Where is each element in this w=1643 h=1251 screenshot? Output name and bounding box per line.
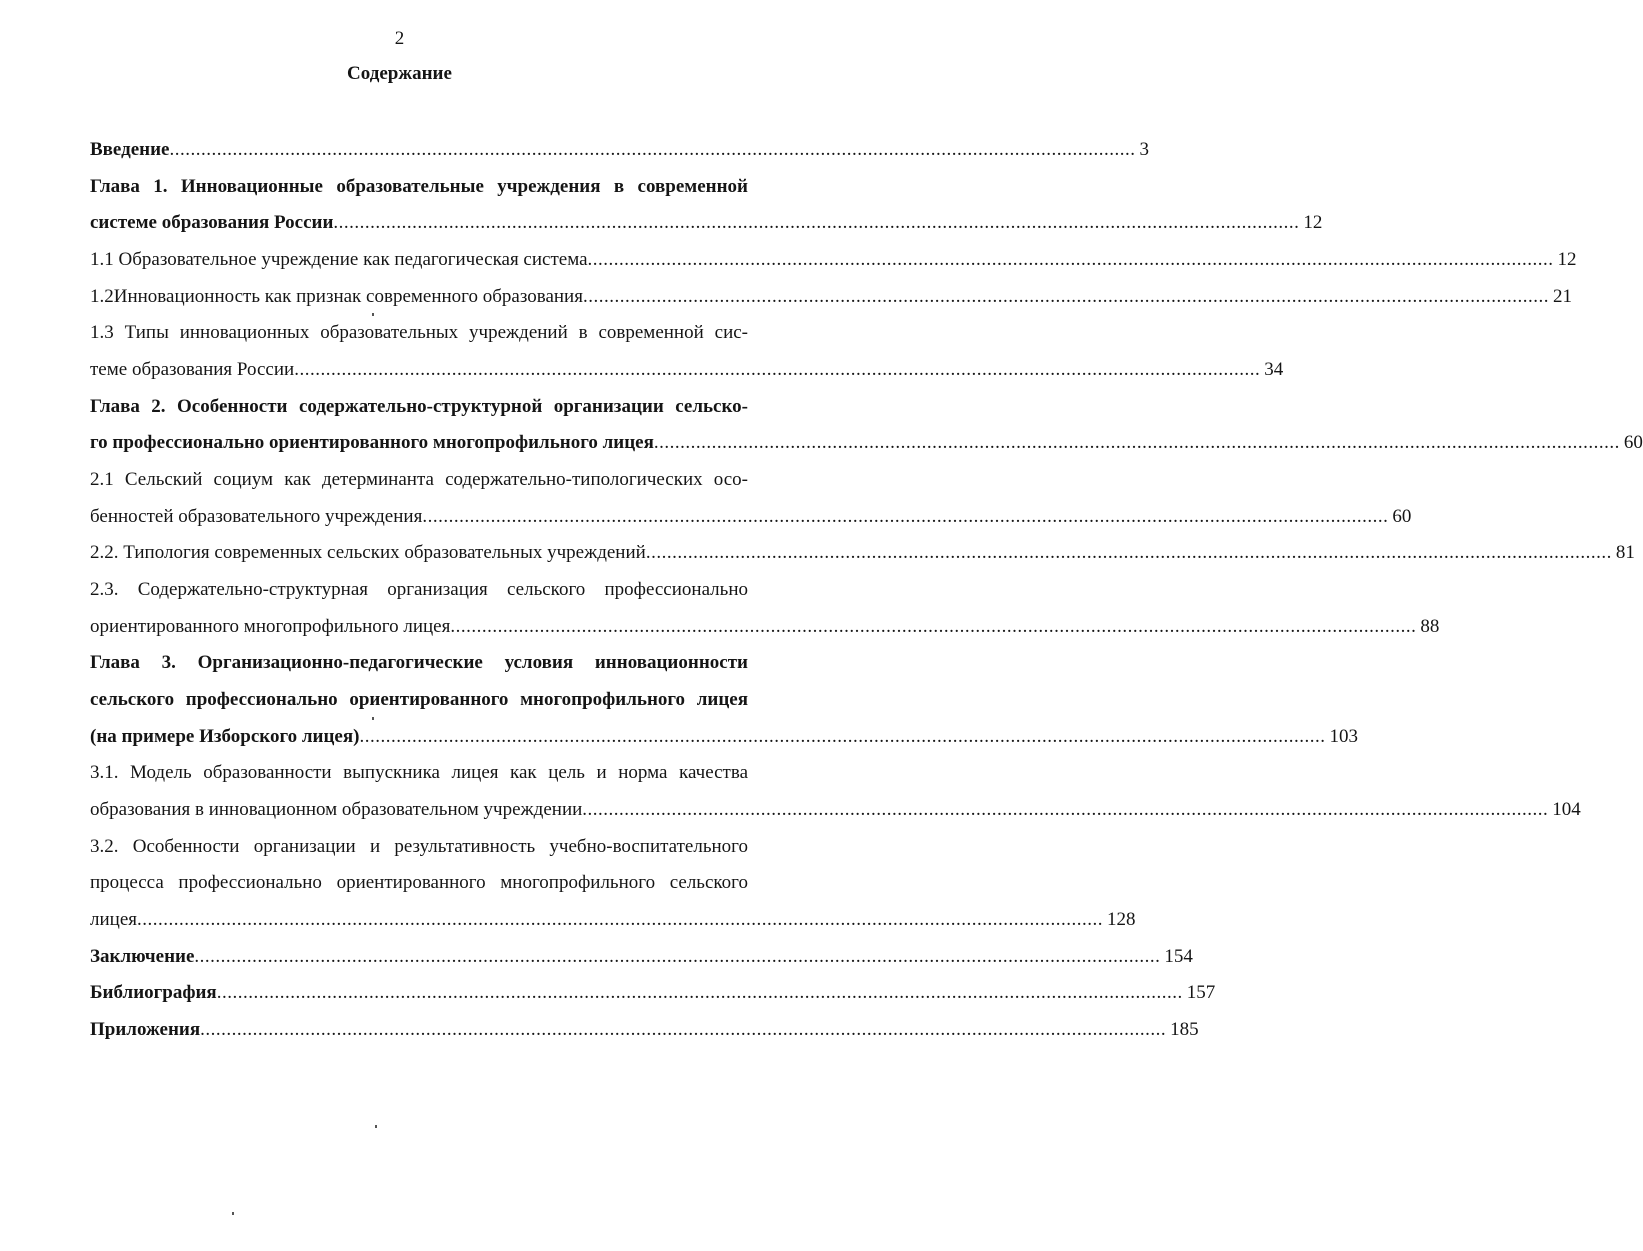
leader-dots: ........................................................................................................................................................................................	[216, 982, 1183, 1003]
toc-entry-3-2-line-2	[90, 870, 748, 896]
toc-entry-text: Глава 1. Инновационные образовательные учреждения в современной	[90, 176, 748, 197]
leader-dots: ........................................................................................................................................................................................	[582, 286, 1549, 307]
page-title: Содержание	[347, 63, 452, 84]
toc-entry-page: 154	[1164, 946, 1193, 967]
toc-entry-chapter-2-cont	[90, 430, 1643, 456]
leader-dots: ........................................................................................................................................................................................	[200, 1019, 1167, 1040]
toc-entry-page: 3	[1139, 139, 1149, 160]
leader-dots: ........................................................................................................................................................................................	[450, 616, 1417, 637]
toc-entry-text: Приложения	[90, 1019, 201, 1040]
page-number: 2	[394, 28, 405, 49]
toc-entry-chapter-3-line-2	[90, 687, 748, 713]
toc-entry-page: 12	[1303, 212, 1323, 233]
toc-entry-1-2	[90, 284, 1572, 310]
toc-entry-page: 103	[1329, 726, 1358, 747]
toc-entry-conclusion	[90, 944, 1193, 970]
toc-entry-text: 3.2. Особенности организации и результативность учебно-воспитательного	[90, 836, 748, 857]
toc-entry-3-1	[90, 760, 748, 786]
toc-entry-1-3-cont	[90, 357, 1284, 383]
toc-entry-text: 2.1 Сельский социум как детерминанта содержательно-типологических осо-	[90, 469, 748, 490]
toc-entry-text: лицея	[90, 909, 137, 930]
toc-entry-bibliography	[90, 980, 1216, 1006]
toc-entry-2-1	[90, 467, 748, 493]
toc-entry-text: теме образования России	[90, 359, 295, 380]
toc-entry-text: 2.3. Содержательно-структурная организация сельского профессионально	[90, 579, 748, 600]
leader-dots: ........................................................................................................................................................................................	[333, 212, 1300, 233]
leader-dots: ........................................................................................................................................................................................	[169, 139, 1136, 160]
toc-entry-text: Введение	[90, 139, 170, 160]
toc-entry-chapter-3	[90, 650, 748, 676]
toc-entry-page: 185	[1170, 1019, 1199, 1040]
leader-dots: ........................................................................................................................................................................................	[137, 909, 1103, 930]
leader-dots: ........................................................................................................................................................................................	[645, 542, 1612, 563]
scan-speck	[372, 717, 374, 720]
scan-speck	[232, 1212, 234, 1215]
scan-speck	[372, 313, 374, 316]
toc-entry-page: 34	[1264, 359, 1284, 380]
toc-entry-text: образования в инновационном образовательном учреждении	[90, 799, 583, 820]
toc-entry-page: 157	[1186, 982, 1216, 1003]
toc-entry-text: 1.2Инновационность как признак современного образования	[90, 286, 583, 307]
toc-entry-text: сельского профессионально ориентированного многопрофильного лицея	[90, 689, 748, 710]
toc-entry-chapter-2	[90, 394, 748, 420]
toc-entry-text: (на примере Изборского лицея)	[90, 726, 360, 747]
toc-entry-page: 12	[1557, 249, 1577, 270]
leader-dots: ........................................................................................................................................................................................	[359, 726, 1326, 747]
toc-entry-1-3	[90, 320, 748, 346]
toc-entry-text: го профессионально ориентированного многопрофильного лицея	[90, 432, 654, 453]
toc-entry-page: 81	[1615, 542, 1635, 563]
toc-entry-page: 128	[1107, 909, 1136, 930]
toc-entry-text: Заключение	[90, 946, 195, 967]
toc-entry-text: 1.1 Образовательное учреждение как педагогическая система	[90, 249, 588, 270]
toc-entry-text: Библиография	[90, 982, 217, 1003]
leader-dots: ........................................................................................................................................................................................	[422, 506, 1389, 527]
toc-entry-chapter-3-cont	[90, 724, 1358, 750]
toc-entry-introduction	[90, 137, 1149, 163]
toc-entry-text: Глава 3. Организационно-педагогические условия инновационности	[90, 652, 748, 673]
toc-entry-text: ориентированного многопрофильного лицея	[90, 616, 451, 637]
toc-entry-3-1-cont	[90, 797, 1581, 823]
toc-entry-text: бенностей образовательного учреждения	[90, 506, 423, 527]
leader-dots: ........................................................................................................................................................................................	[587, 249, 1554, 270]
toc-entry-page: 88	[1420, 616, 1440, 637]
toc-entry-appendices	[90, 1017, 1199, 1043]
scan-speck	[375, 1125, 377, 1128]
toc-entry-1-1	[90, 247, 1577, 273]
toc-entry-page: 60	[1623, 432, 1643, 453]
toc-entry-text: процесса профессионально ориентированного многопрофильного сельского	[90, 872, 748, 893]
toc-entry-page: 104	[1552, 799, 1581, 820]
toc-entry-text: Глава 2. Особенности содержательно-структурной организации сельско-	[90, 396, 748, 417]
toc-entry-chapter-1-cont	[90, 210, 1323, 236]
leader-dots: ........................................................................................................................................................................................	[653, 432, 1620, 453]
toc-entry-page: 60	[1392, 506, 1412, 527]
toc-entry-text: системе образования России	[90, 212, 334, 233]
toc-entry-3-2	[90, 834, 748, 860]
toc-entry-2-2	[90, 540, 1635, 566]
toc-entry-3-2-cont	[90, 907, 1136, 933]
leader-dots: ........................................................................................................................................................................................	[582, 799, 1549, 820]
toc-entry-text: 1.3 Типы инновационных образовательных учреждений в современной сис-	[90, 322, 748, 343]
toc-entry-text: 3.1. Модель образованности выпускника лицея как цель и норма качества	[90, 762, 748, 783]
toc-entry-page: 21	[1552, 286, 1572, 307]
toc-entry-2-3	[90, 577, 748, 603]
toc-entry-2-1-cont	[90, 504, 1412, 530]
leader-dots: ........................................................................................................................................................................................	[194, 946, 1161, 967]
toc-entry-chapter-1	[90, 174, 748, 200]
toc-entry-text: 2.2. Типология современных сельских образовательных учреждений	[90, 542, 646, 563]
leader-dots: ........................................................................................................................................................................................	[294, 359, 1261, 380]
toc-entry-2-3-cont	[90, 614, 1440, 640]
